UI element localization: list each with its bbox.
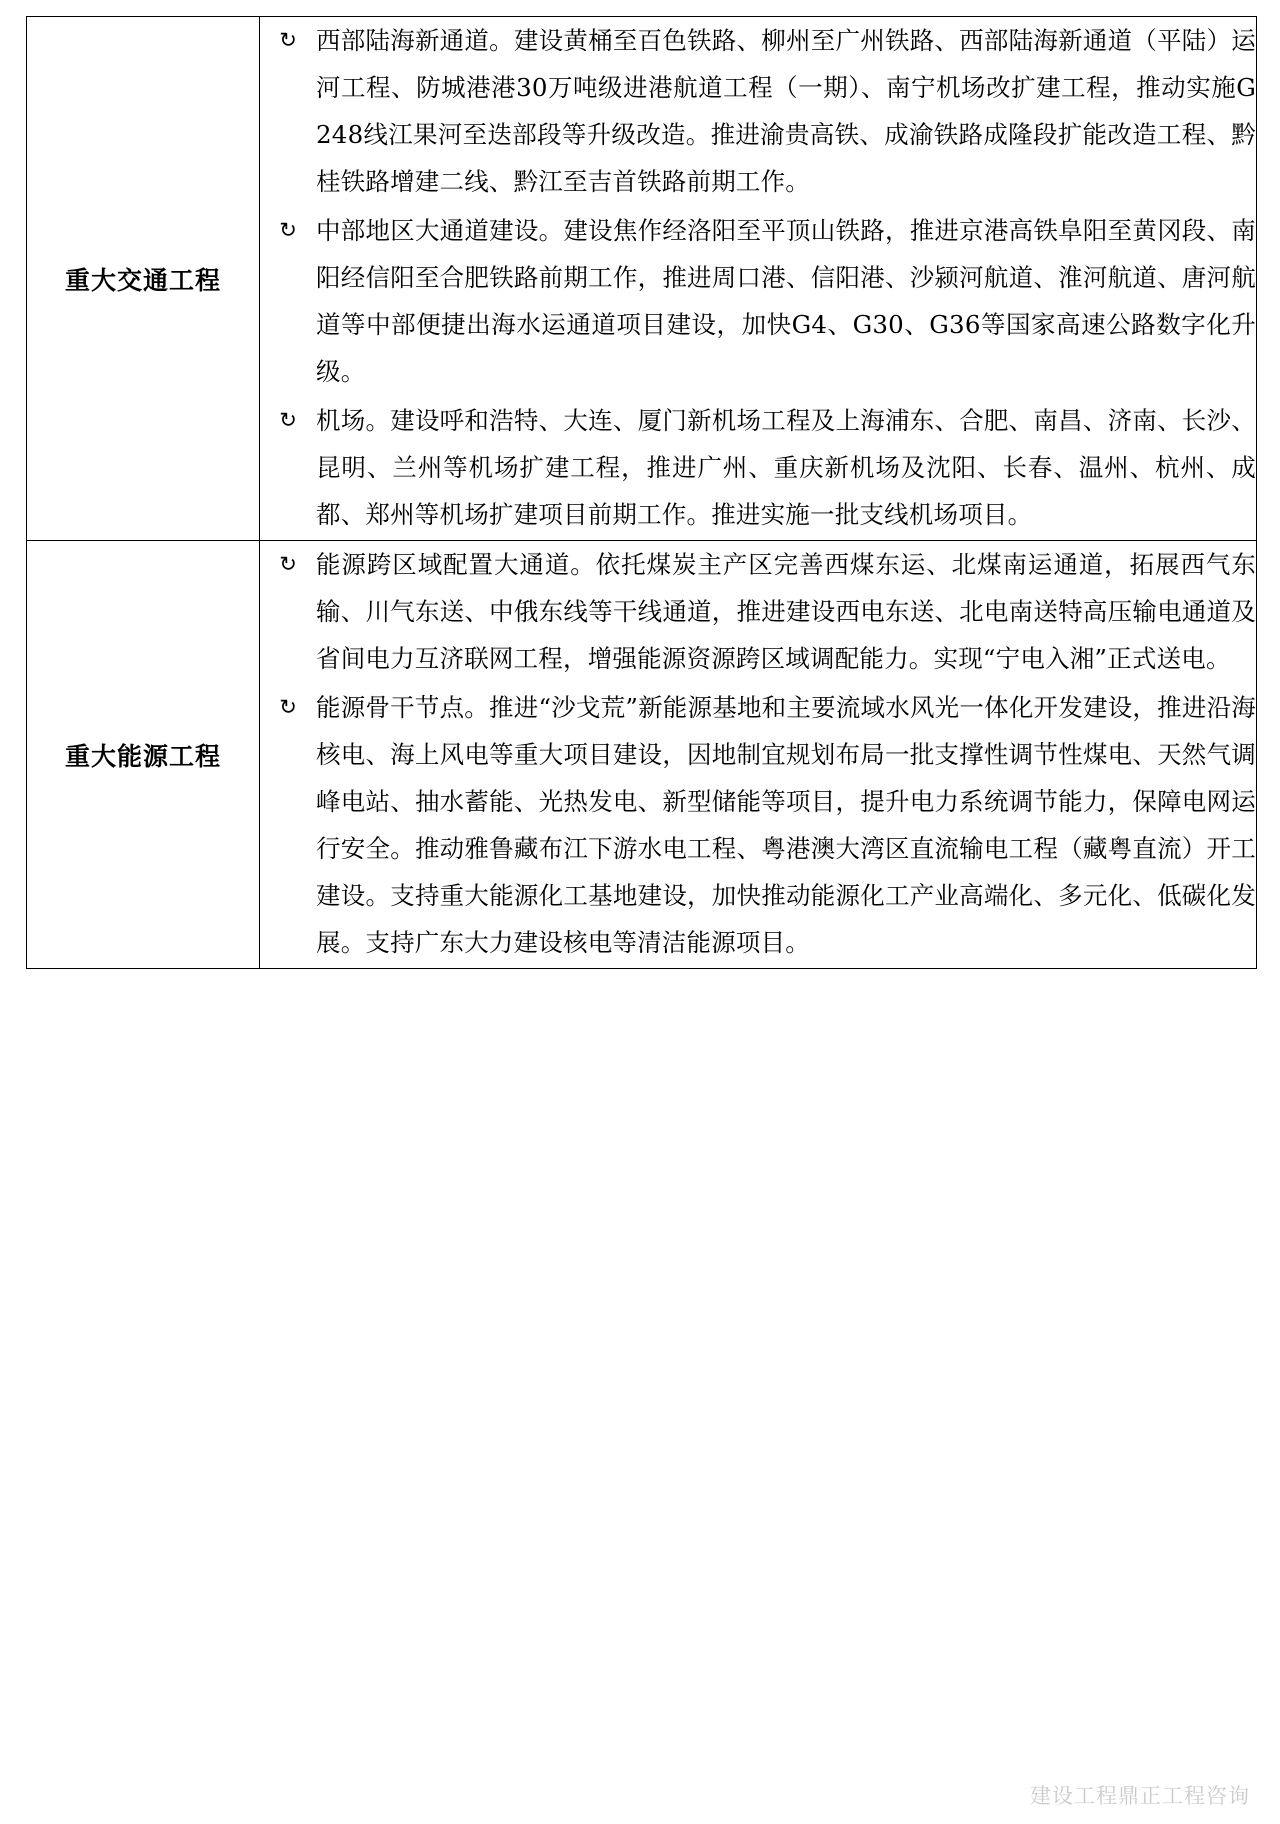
row-content-energy — [260, 541, 1257, 969]
list-item — [260, 207, 1256, 395]
bullet-icon: ↻ — [279, 408, 297, 432]
table-row — [27, 17, 1257, 541]
row-label-transport — [27, 17, 260, 541]
bullet-icon: ↻ — [279, 552, 297, 576]
list-item-text: 机场。建设呼和浩特、大连、厦门新机场工程及上海浦东、合肥、南昌、济南、长沙、昆明、兰州等机场扩建工程，推进广州、重庆新机场及沈阳、长春、温州、杭州、成都、郑州等机场扩建项目前期工作。推进实施一批支线机场项目。 — [316, 406, 1256, 529]
bullet-icon: ↻ — [279, 28, 297, 52]
major-projects-table — [26, 16, 1257, 969]
list-item-text: 西部陆海新通道。建设黄桶至百色铁路、柳州至广州铁路、西部陆海新通道（平陆）运河工程、防城港港30万吨级进港航道工程（一期）、南宁机场改扩建工程，推动实施G248线江果河至迭部段等升级改造。推进渝贵高铁、成渝铁路成隆段扩能改造工程、黔桂铁路增建二线、黔江至吉首铁路前期工作。 — [316, 26, 1256, 196]
bullet-icon: ↻ — [279, 218, 297, 242]
row-content-transport — [260, 17, 1257, 541]
list-item — [260, 17, 1256, 205]
bullet-icon: ↻ — [279, 695, 297, 719]
list-item-text: 能源骨干节点。推进“沙戈荒”新能源基地和主要流域水风光一体化开发建设，推进沿海核电、海上风电等重大项目建设，因地制宜规划布局一批支撑性调节性煤电、天然气调峰电站、抽水蓄能、光热发电、新型储能等项目，提升电力系统调节能力，保障电网运行安全。推动雅鲁藏布江下游水电工程、粤港澳大湾区直流输电工程（藏粤直流）开工建设。支持重大能源化工基地建设，加快推动能源化工产业高端化、多元化、低碳化发展。支持广东大力建设核电等清洁能源项目。 — [316, 693, 1256, 957]
table-row — [27, 541, 1257, 969]
row-label-energy — [27, 541, 260, 969]
row-label-text: 重大交通工程 — [64, 265, 221, 295]
row-label-text: 重大能源工程 — [64, 741, 221, 771]
watermark: 建设工程鼎正工程咨询 — [1030, 1784, 1250, 1808]
list-item — [260, 684, 1256, 966]
list-item-text: 能源跨区域配置大通道。依托煤炭主产区完善西煤东运、北煤南运通道，拓展西气东输、川气东送、中俄东线等干线通道，推进建设西电东送、北电南送特高压输电通道及省间电力互济联网工程，增强能源资源跨区域调配能力。实现“宁电入湘”正式送电。 — [316, 550, 1256, 673]
list-item — [260, 541, 1256, 682]
table-body — [27, 17, 1257, 969]
list-item — [260, 397, 1256, 538]
list-item-text: 中部地区大通道建设。建设焦作经洛阳至平顶山铁路，推进京港高铁阜阳至黄冈段、南阳经信阳至合肥铁路前期工作，推进周口港、信阳港、沙颍河航道、淮河航道、唐河航道等中部便捷出海水运通道项目建设，加快G4、G30、G36等国家高速公路数字化升级。 — [316, 216, 1256, 386]
